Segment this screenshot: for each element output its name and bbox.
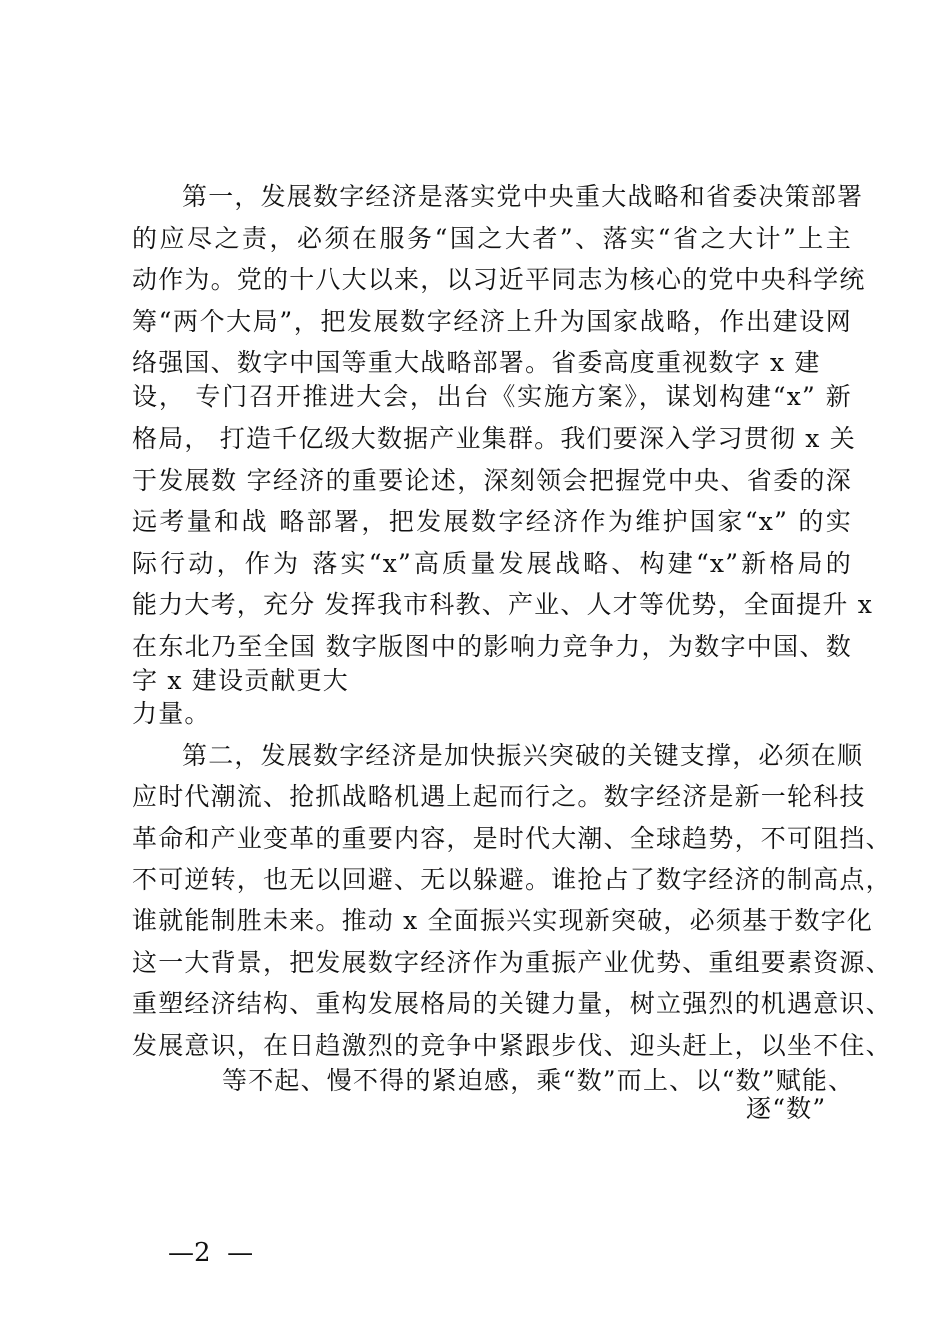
paragraph-line: 筹“两个大局”，把发展数字经济上升为国家战略，作出建设网 xyxy=(132,307,852,336)
paragraph-line: 的应尽之责，必须在服务“国之大者”、落实“省之大计”上主 xyxy=(132,224,852,253)
paragraph-line: 远考量和战 略部署，把发展数字经济作为维护国家“x” 的实 xyxy=(132,507,852,536)
paragraph-line: 谁就能制胜未来。推动 x 全面振兴实现新突破，必须基于数字化 xyxy=(132,906,873,935)
paragraph-line: 等不起、慢不得的紧迫感，乘“数”而上、以“数”赋能、 xyxy=(222,1066,855,1095)
paragraph-line: 格局， 打造千亿级大数据产业集群。我们要深入学习贯彻 x 关 xyxy=(132,424,856,453)
paragraph-line: 能力大考，充分 发挥我市科教、产业、人才等优势，全面提升 x xyxy=(132,590,873,619)
paragraph-line: 在东北乃至全国 数字版图中的影响力竞争力，为数字中国、数 xyxy=(132,632,852,661)
paragraph-line: 际行动，作为 落实“x”高质量发展战略、构建“x”新格局的 xyxy=(132,549,852,578)
paragraph-line: 重塑经济结构、重构发展格局的关键力量，树立强烈的机遇意识、 xyxy=(132,989,892,1018)
paragraph-line: 不可逆转，也无以回避、无以躲避。谁抢占了数字经济的制高点， xyxy=(132,865,892,894)
paragraph-line: 应时代潮流、抢抓战略机遇上起而行之。数字经济是新一轮科技 xyxy=(132,782,866,811)
paragraph-line: 字 x 建设贡献更大 xyxy=(132,666,349,695)
paragraph-line: 革命和产业变革的重要内容，是时代大潮、全球趋势，不可阻挡、 xyxy=(132,824,892,853)
paragraph-line: 动作为。党的十八大以来，以习近平同志为核心的党中央科学统 xyxy=(132,265,866,294)
paragraph-line: 这一大背景，把发展数字经济作为重振产业优势、重组要素资源、 xyxy=(132,948,892,977)
paragraph-line: 第二，发展数字经济是加快振兴突破的关键支撑，必须在顺 xyxy=(182,741,864,770)
paragraph-line: 络强国、数字中国等重大战略部署。省委高度重视数字 x 建 xyxy=(132,348,821,377)
page-number: —2 — xyxy=(168,1238,254,1268)
paragraph-line: 设， 专门召开推进大会，出台《实施方案》，谋划构建“x” 新 xyxy=(132,382,852,411)
paragraph-line: 第一，发展数字经济是落实党中央重大战略和省委决策部署 xyxy=(182,182,864,211)
paragraph-line: 发展意识，在日趋激烈的竞争中紧跟步伐、迎头赶上，以坐不住、 xyxy=(132,1031,892,1060)
paragraph-line: 力量。 xyxy=(132,699,211,728)
paragraph-line: 逐“数” xyxy=(746,1094,827,1123)
paragraph-line: 于发展数 字经济的重要论述，深刻领会把握党中央、省委的深 xyxy=(132,466,852,495)
